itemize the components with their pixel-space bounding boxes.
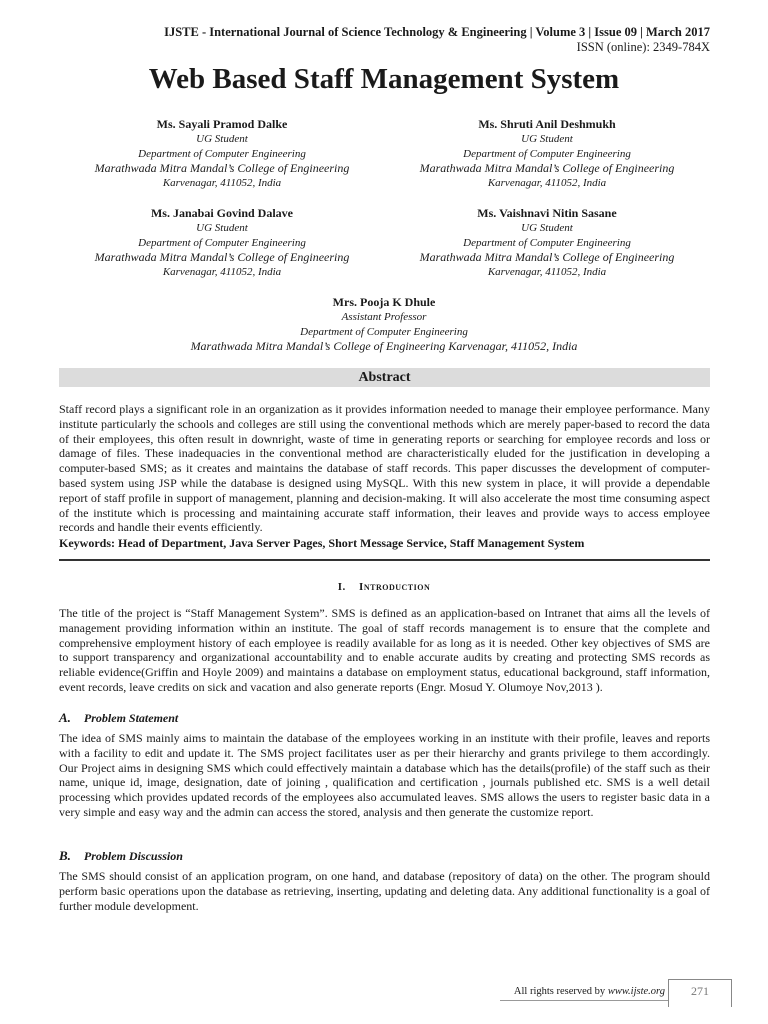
author-name: Ms. Sayali Pramod Dalke	[156, 117, 288, 131]
section-number: I.	[337, 581, 346, 593]
footer-rights-text: All rights reserved by	[513, 986, 606, 997]
subsection-heading	[59, 848, 183, 864]
author-college: Marathwada Mitra Mandal’s College of Engineering	[94, 250, 350, 264]
author-block	[355, 206, 739, 279]
author-college: Marathwada Mitra Mandal’s College of Engineering Karvenagar, 411052, India	[190, 339, 578, 353]
author-name: Mrs. Pooja K Dhule	[332, 295, 436, 309]
author-dept: Department of Computer Engineering	[138, 147, 306, 160]
author-name: Ms. Shruti Anil Deshmukh	[478, 117, 616, 131]
author-role: UG Student	[196, 222, 248, 234]
author-role: UG Student	[196, 133, 248, 145]
author-dept: Department of Computer Engineering	[300, 325, 468, 338]
subsection-title: Problem Statement	[83, 711, 179, 725]
subsection-heading	[59, 710, 178, 726]
author-name: Ms. Janabai Govind Dalave	[150, 206, 294, 220]
author-college: Marathwada Mitra Mandal’s College of Engineering	[419, 161, 675, 175]
author-role: UG Student	[521, 222, 573, 234]
footer-site-link[interactable]: www.ijste.org	[607, 986, 665, 997]
subsection-title: Problem Discussion	[83, 849, 183, 863]
author-address: Karvenagar, 411052, India	[487, 176, 607, 189]
keywords: Keywords: Head of Department, Java Server Pages, Short Message Service, Staff Management System	[59, 536, 585, 550]
author-college: Marathwada Mitra Mandal’s College of Engineering	[94, 161, 350, 175]
page-number: 271	[668, 979, 732, 1007]
section-heading	[0, 581, 768, 593]
paper-title: Web Based Staff Management System	[148, 63, 620, 95]
author-name: Ms. Vaishnavi Nitin Sasane	[477, 206, 617, 220]
abstract-text: Staff record plays a significant role in an organization as it provides information needed to manage their employee performance. Many institute particularly the schools and colleges are still using the conventional methods which are merely paper-based to record the data of their employees, this often result in downright, waste of time in generating reports or searching for employee records and loss or damage of files. These inadequacies in the conventional method are characteristically eluded for the justification in developing a computer-based SMS; as it creates and maintains the database of staff records. This paper discusses the development of computer-based system using JSP while the database is designed using MySQL. With this new system in place, it will provide a dependable report of staff profile in support of management, planning and decision-making. It will also accelerate the most time consuming aspect of the institute which is processing and maintaining accurate staff information, their leaves and provide ways to access employee records and handle their events efficiently.	[59, 402, 710, 535]
author-role: UG Student	[521, 133, 573, 145]
divider	[59, 559, 710, 561]
problem-statement-paragraph: The idea of SMS mainly aims to maintain the database of the employees working in an institute with their profile, leaves and reports with a facility to edit and update it. The SMS project facilitates user as per their hierarchy and grants privilege to them accordingly. Our Project aims in designing SMS which could effectively maintain a database which has the details(profile) of the staff such as their name, unique id, image, designation, date of joining , qualification and certification , journals published etc. SMS is a well detail processing which provides updated records of the employees also accumulated leaves. SMS allows the users to register basic data in a very simple and easy way and the admin can access the stored, analysis and then generate the customize report.	[59, 731, 710, 819]
section-title: Introduction	[359, 581, 431, 593]
author-dept: Department of Computer Engineering	[463, 236, 631, 249]
author-dept: Department of Computer Engineering	[138, 236, 306, 249]
subsection-letter: A.	[59, 710, 71, 725]
author-address: Karvenagar, 411052, India	[162, 176, 282, 189]
author-block	[84, 295, 684, 354]
footer-divider	[500, 1000, 668, 1001]
author-block	[355, 117, 739, 190]
author-address: Karvenagar, 411052, India	[162, 265, 282, 278]
footer-rights	[514, 986, 665, 997]
author-role: Assistant Professor	[341, 311, 427, 323]
author-address: Karvenagar, 411052, India	[487, 265, 607, 278]
subsection-letter: B.	[59, 848, 71, 863]
author-college: Marathwada Mitra Mandal’s College of Engineering	[419, 250, 675, 264]
journal-header: IJSTE - International Journal of Science Technology & Engineering | Volume 3 | Issue 09 | March 2017	[164, 25, 710, 39]
issn: ISSN (online): 2349-784X	[576, 40, 710, 54]
problem-discussion-paragraph: The SMS should consist of an application program, on one hand, and database (repository of data) on the other. The program should perform basic operations upon the database as retrieving, inserting, updating and deleting data. Any additional functionality is a goal of further module development.	[59, 869, 710, 913]
intro-paragraph: The title of the project is “Staff Management System”. SMS is defined as an application-based on Intranet that aims all the levels of management providing information within an institute. The goal of staff records management is to ensure that the complete and comprehensive employment history of each employee is readily available for as long as it is needed. Other key objectives of SMS are to support transparency and organizational accountability and to enable accurate audits by creating and protecting SMS records as reliable evidence(Griffin and Hoyle 2009) and maintains a database on employment status, educational background, staff information, event records, leave credits on sick and vacation and also generate reports (Engr. Mosud Y. Olumoye Nov,2013 ).	[59, 606, 710, 694]
author-dept: Department of Computer Engineering	[463, 147, 631, 160]
abstract-heading: Abstract	[59, 368, 710, 387]
